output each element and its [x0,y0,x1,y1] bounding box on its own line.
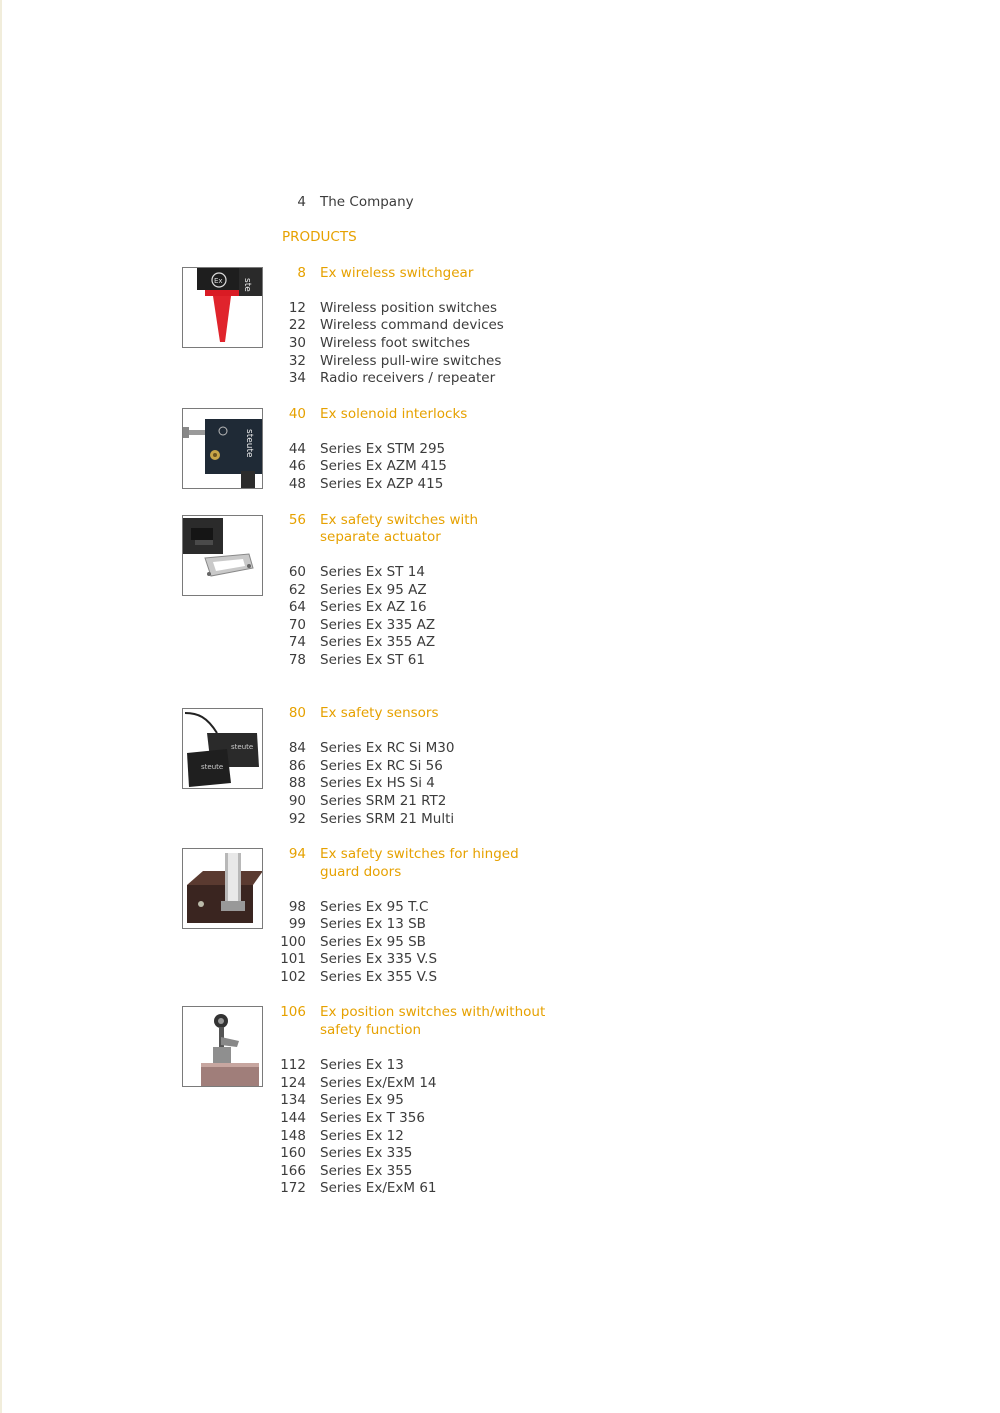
page-number: 99 [288,916,306,932]
section-title: Ex position switches with/without [320,1004,546,1020]
entry-title: Series Ex 335 [320,1145,413,1161]
entry-title: Series Ex AZM 415 [320,458,447,474]
page-number: 86 [288,758,306,774]
page-number: 100 [280,934,306,950]
page-number: 172 [280,1180,306,1196]
section-page-number: 56 [288,512,306,528]
page-number: 34 [288,370,306,386]
page-number: 90 [288,793,306,809]
section-page-number: 40 [288,406,306,422]
entry-title: Radio receivers / repeater [320,370,496,386]
svg-text:steute: steute [231,743,254,751]
entry-title: Series Ex T 356 [320,1110,425,1126]
page-number: 4 [297,194,306,210]
page-number: 88 [288,775,306,791]
svg-text:steute: steute [201,763,224,771]
entry-title: Wireless foot switches [320,335,471,351]
page-number: 98 [288,899,306,915]
page-number: 64 [288,599,306,615]
entry-title: Series Ex 95 SB [320,934,426,950]
entry-title: Series Ex HS Si 4 [320,775,435,791]
entry-title: Series Ex 335 V.S [320,951,438,967]
entry-title: Series Ex ST 14 [320,564,425,580]
entry-title: Series Ex 95 AZ [320,582,427,598]
page-number: 112 [280,1057,306,1073]
page-number: 134 [280,1092,306,1108]
entry-title: Series Ex AZ 16 [320,599,427,615]
entry-title: The Company [320,194,414,210]
page-number: 92 [288,811,306,827]
section-title: Ex wireless switchgear [320,265,474,281]
page-edge [0,0,2,1413]
entry-title: Series Ex 13 [320,1057,404,1073]
page-number: 74 [288,634,306,650]
entry-title: Wireless pull-wire switches [320,353,502,369]
entry-title: Series Ex 355 [320,1163,413,1179]
section-title: Ex safety sensors [320,705,439,721]
svg-text:Ex: Ex [214,277,223,285]
entry-title: Series Ex STM 295 [320,441,446,457]
page-number: 124 [280,1075,306,1091]
page-number: 30 [288,335,306,351]
section-title: Ex solenoid interlocks [320,406,468,422]
section-title: guard doors [320,864,402,880]
entry-title: Series Ex 355 V.S [320,969,438,985]
page-number: 62 [288,582,306,598]
section-title: separate actuator [320,529,441,545]
section-page-number: 94 [288,846,306,862]
entry-title: Series Ex/ExM 14 [320,1075,437,1091]
page-number: 160 [280,1145,306,1161]
page-number: 32 [288,353,306,369]
page-number: 102 [280,969,306,985]
section-page-number: 80 [288,705,306,721]
page-number: 22 [288,317,306,333]
entry-title: Series Ex/ExM 61 [320,1180,437,1196]
page-number: 78 [288,652,306,668]
section-title: Ex safety switches for hinged [320,846,519,862]
entry-title: Series Ex ST 61 [320,652,425,668]
page-number: 44 [288,441,306,457]
entry-title: Series Ex 13 SB [320,916,426,932]
entry-title: Series Ex 335 AZ [320,617,436,633]
svg-text:ste: ste [242,278,252,292]
entry-title: Series Ex RC Si M30 [320,740,455,756]
entry-title: Series Ex RC Si 56 [320,758,443,774]
page-number: 144 [280,1110,306,1126]
entry-title: Series Ex AZP 415 [320,476,444,492]
page-number: 166 [280,1163,306,1179]
page-number: 60 [288,564,306,580]
page-number: 46 [288,458,306,474]
section-title: Ex safety switches with [320,512,479,528]
entry-title: Wireless position switches [320,300,497,316]
entry-title: Series SRM 21 Multi [320,811,455,827]
entry-title: Series SRM 21 RT2 [320,793,447,809]
entry-title: Series Ex 95 [320,1092,404,1108]
section-page-number: 8 [297,265,306,281]
entry-title: Series Ex 12 [320,1128,404,1144]
entry-title: Wireless command devices [320,317,504,333]
entry-title: Series Ex 355 AZ [320,634,436,650]
page-number: 101 [280,951,306,967]
svg-text:steute: steute [244,429,254,458]
page-number: 148 [280,1128,306,1144]
entry-title: Series Ex 95 T.C [320,899,429,915]
products-heading: PRODUCTS [282,229,357,245]
page-number: 70 [288,617,306,633]
page-number: 48 [288,476,306,492]
page-number: 12 [288,300,306,316]
page-number: 84 [288,740,306,756]
section-page-number: 106 [280,1004,306,1020]
section-title: safety function [320,1022,422,1038]
